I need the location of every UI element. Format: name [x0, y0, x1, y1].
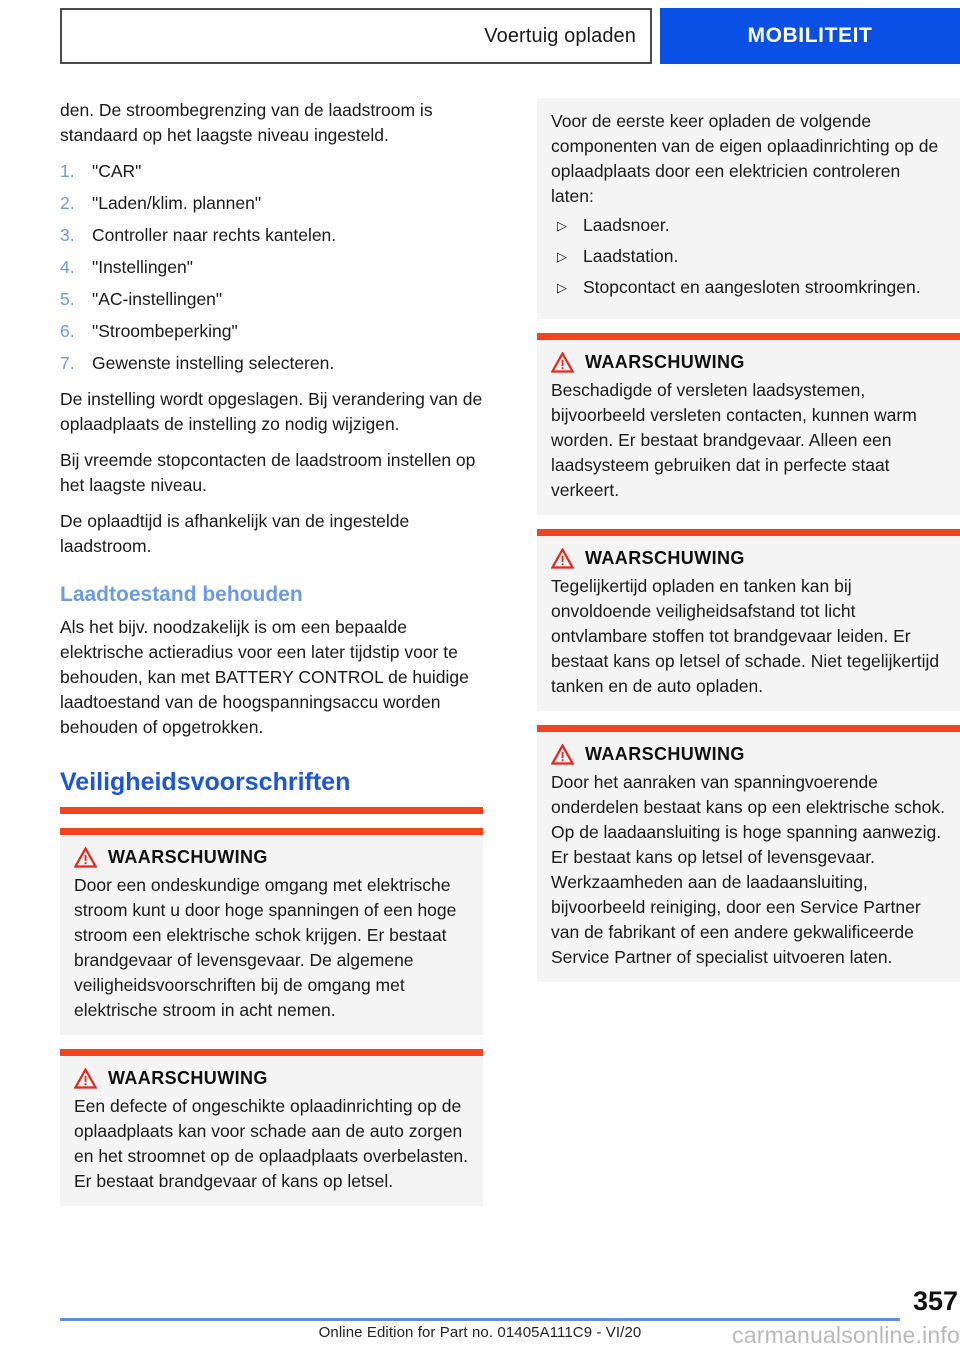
warning-box: [60, 1049, 483, 1206]
warning-header: [537, 548, 960, 571]
warning-top-rule: [537, 333, 960, 340]
warning-triangle-icon: [74, 847, 97, 868]
warning-body: Een defecte of ongeschikte oplaadinrichting op de oplaadplaats kan voor schade aan de auto zorgen en het stroomnet op de oplaadplaats overbelasten. Er bestaat brandgevaar of kans op letsel.: [74, 1096, 469, 1191]
list-item: "Instellingen": [92, 257, 193, 277]
warning-top-rule: [60, 828, 483, 835]
warning-triangle-icon: [551, 548, 574, 569]
warning-box: [537, 725, 960, 982]
warning-body: Tegelijkertijd opladen en tanken kan bij onvoldoende veiligheidsafstand tot licht ontvlambare stoffen tot brandgevaar leiden. Er bestaat kans op letsel of schade. Niet tegelijkertijd tanken en de auto opladen.: [551, 576, 940, 696]
header-section-title: Voertuig opladen: [484, 24, 636, 47]
paragraph-after-steps-1: De instelling wordt opgeslagen. Bij verandering van de oplaadplaats de instelling zo nodig wijzigen.: [60, 389, 483, 434]
page-header: [60, 8, 960, 64]
paragraph-after-steps-3: De oplaadtijd is afhankelijk van de ingestelde laadstroom.: [60, 511, 410, 556]
warning-box: [537, 333, 960, 515]
warning-top-rule: [60, 1049, 483, 1056]
right-column: [537, 98, 960, 1206]
info-box-paragraph: Voor de eerste keer opladen de volgende componenten van de eigen oplaadinrichting op de oplaadplaats door een elektricien controleren laten:: [551, 111, 939, 206]
warning-top-rule: [537, 529, 960, 536]
warning-triangle-icon: [551, 744, 574, 765]
subheading-body: Als het bijv. noodzakelijk is om een bepaalde elektrische actieradius voor een later tijdstip voor te behouden, kan met BATTERY CONTROL de huidige laadtoestand van de hoogspanningsaccu worden behouden of opgetrokken.: [60, 617, 469, 737]
intro-paragraph: den. De stroombegrenzing van de laadstroom is standaard op het laagste niveau ingesteld.: [60, 100, 433, 145]
warning-body: Door het aanraken van spanningvoerende onderdelen bestaat kans op een elektrische schok. Op de laadaansluiting is hoge spanning aanwezig. Er bestaat kans op letsel of levensgevaar. Werkzaamheden aan de laadaansluiting, bijvoorbeeld reiniging, door een Service Partner van de fabrikant of een andere gekwalificeerde Service Partner of specialist uitvoeren laten.: [551, 772, 946, 967]
list-item: ▷ Stopcontact en aangesloten stroomkringen.: [551, 275, 946, 300]
header-section-box: [60, 8, 652, 64]
warning-title: WAARSCHUWING: [585, 352, 745, 372]
list-item: "AC-instellingen": [92, 289, 223, 309]
footer-watermark: carmanualsonline.info: [732, 1322, 960, 1348]
list-item: Controller naar rechts kantelen.: [92, 225, 337, 245]
list-item: "Laden/klim. plannen": [92, 193, 262, 213]
warning-header: [60, 847, 483, 870]
page-footer: [60, 1286, 960, 1348]
footer-edition-text: Online Edition for Part no. 01405A111C9 - VI/20: [318, 1324, 642, 1341]
warning-header: [537, 352, 960, 375]
left-column: [60, 98, 483, 1206]
list-item: Gewenste instelling selecteren.: [92, 353, 335, 373]
warning-body: Beschadigde of versleten laadsystemen, bijvoorbeeld versleten contacten, kunnen warm worden. Er bestaat brandgevaar. Alleen een laadsysteem gebruiken dat in perfecte staat verkeert.: [551, 380, 917, 500]
info-box: [537, 98, 960, 319]
warning-title: WAARSCHUWING: [108, 1068, 268, 1088]
list-item: ▷ Laadsnoer.: [551, 213, 946, 238]
warning-box: [60, 828, 483, 1035]
numbered-step-list: [60, 159, 483, 376]
page-number: 357: [912, 1286, 958, 1316]
warning-title: WAARSCHUWING: [108, 847, 268, 867]
info-box-list: [551, 213, 946, 300]
content-columns: [60, 98, 960, 1206]
warning-header: [60, 1068, 483, 1091]
warning-title: WAARSCHUWING: [585, 744, 745, 764]
warning-title: WAARSCHUWING: [585, 548, 745, 568]
warning-header: [537, 744, 960, 767]
page-title: Veiligheidsvoorschriften: [60, 768, 351, 796]
warning-body: Door een ondeskundige omgang met elektrische stroom kunt u door hoge spanningen of een hoge stroom een elektrische schok krijgen. Er bestaat brandgevaar of levensgevaar. De algemene veiligheidsvoorschriften bij de omgang met elektrische stroom in acht nemen.: [74, 875, 457, 1020]
list-item: ▷ Laadstation.: [551, 244, 946, 269]
header-brand-title: MOBILITEIT: [747, 24, 873, 47]
warning-triangle-icon: [551, 352, 574, 373]
header-brand-box: [660, 8, 960, 64]
heading-divider: [60, 807, 483, 814]
warning-top-rule: [537, 725, 960, 732]
paragraph-after-steps-2: Bij vreemde stopcontacten de laadstroom instellen op het laagste niveau.: [60, 450, 476, 495]
subheading-laadtoestand: Laadtoestand behouden: [60, 583, 303, 606]
warning-box: [537, 529, 960, 711]
footer-divider: [60, 1318, 900, 1321]
list-item: "CAR": [92, 161, 142, 181]
warning-triangle-icon: [74, 1068, 97, 1089]
list-item: "Stroombeperking": [92, 321, 238, 341]
